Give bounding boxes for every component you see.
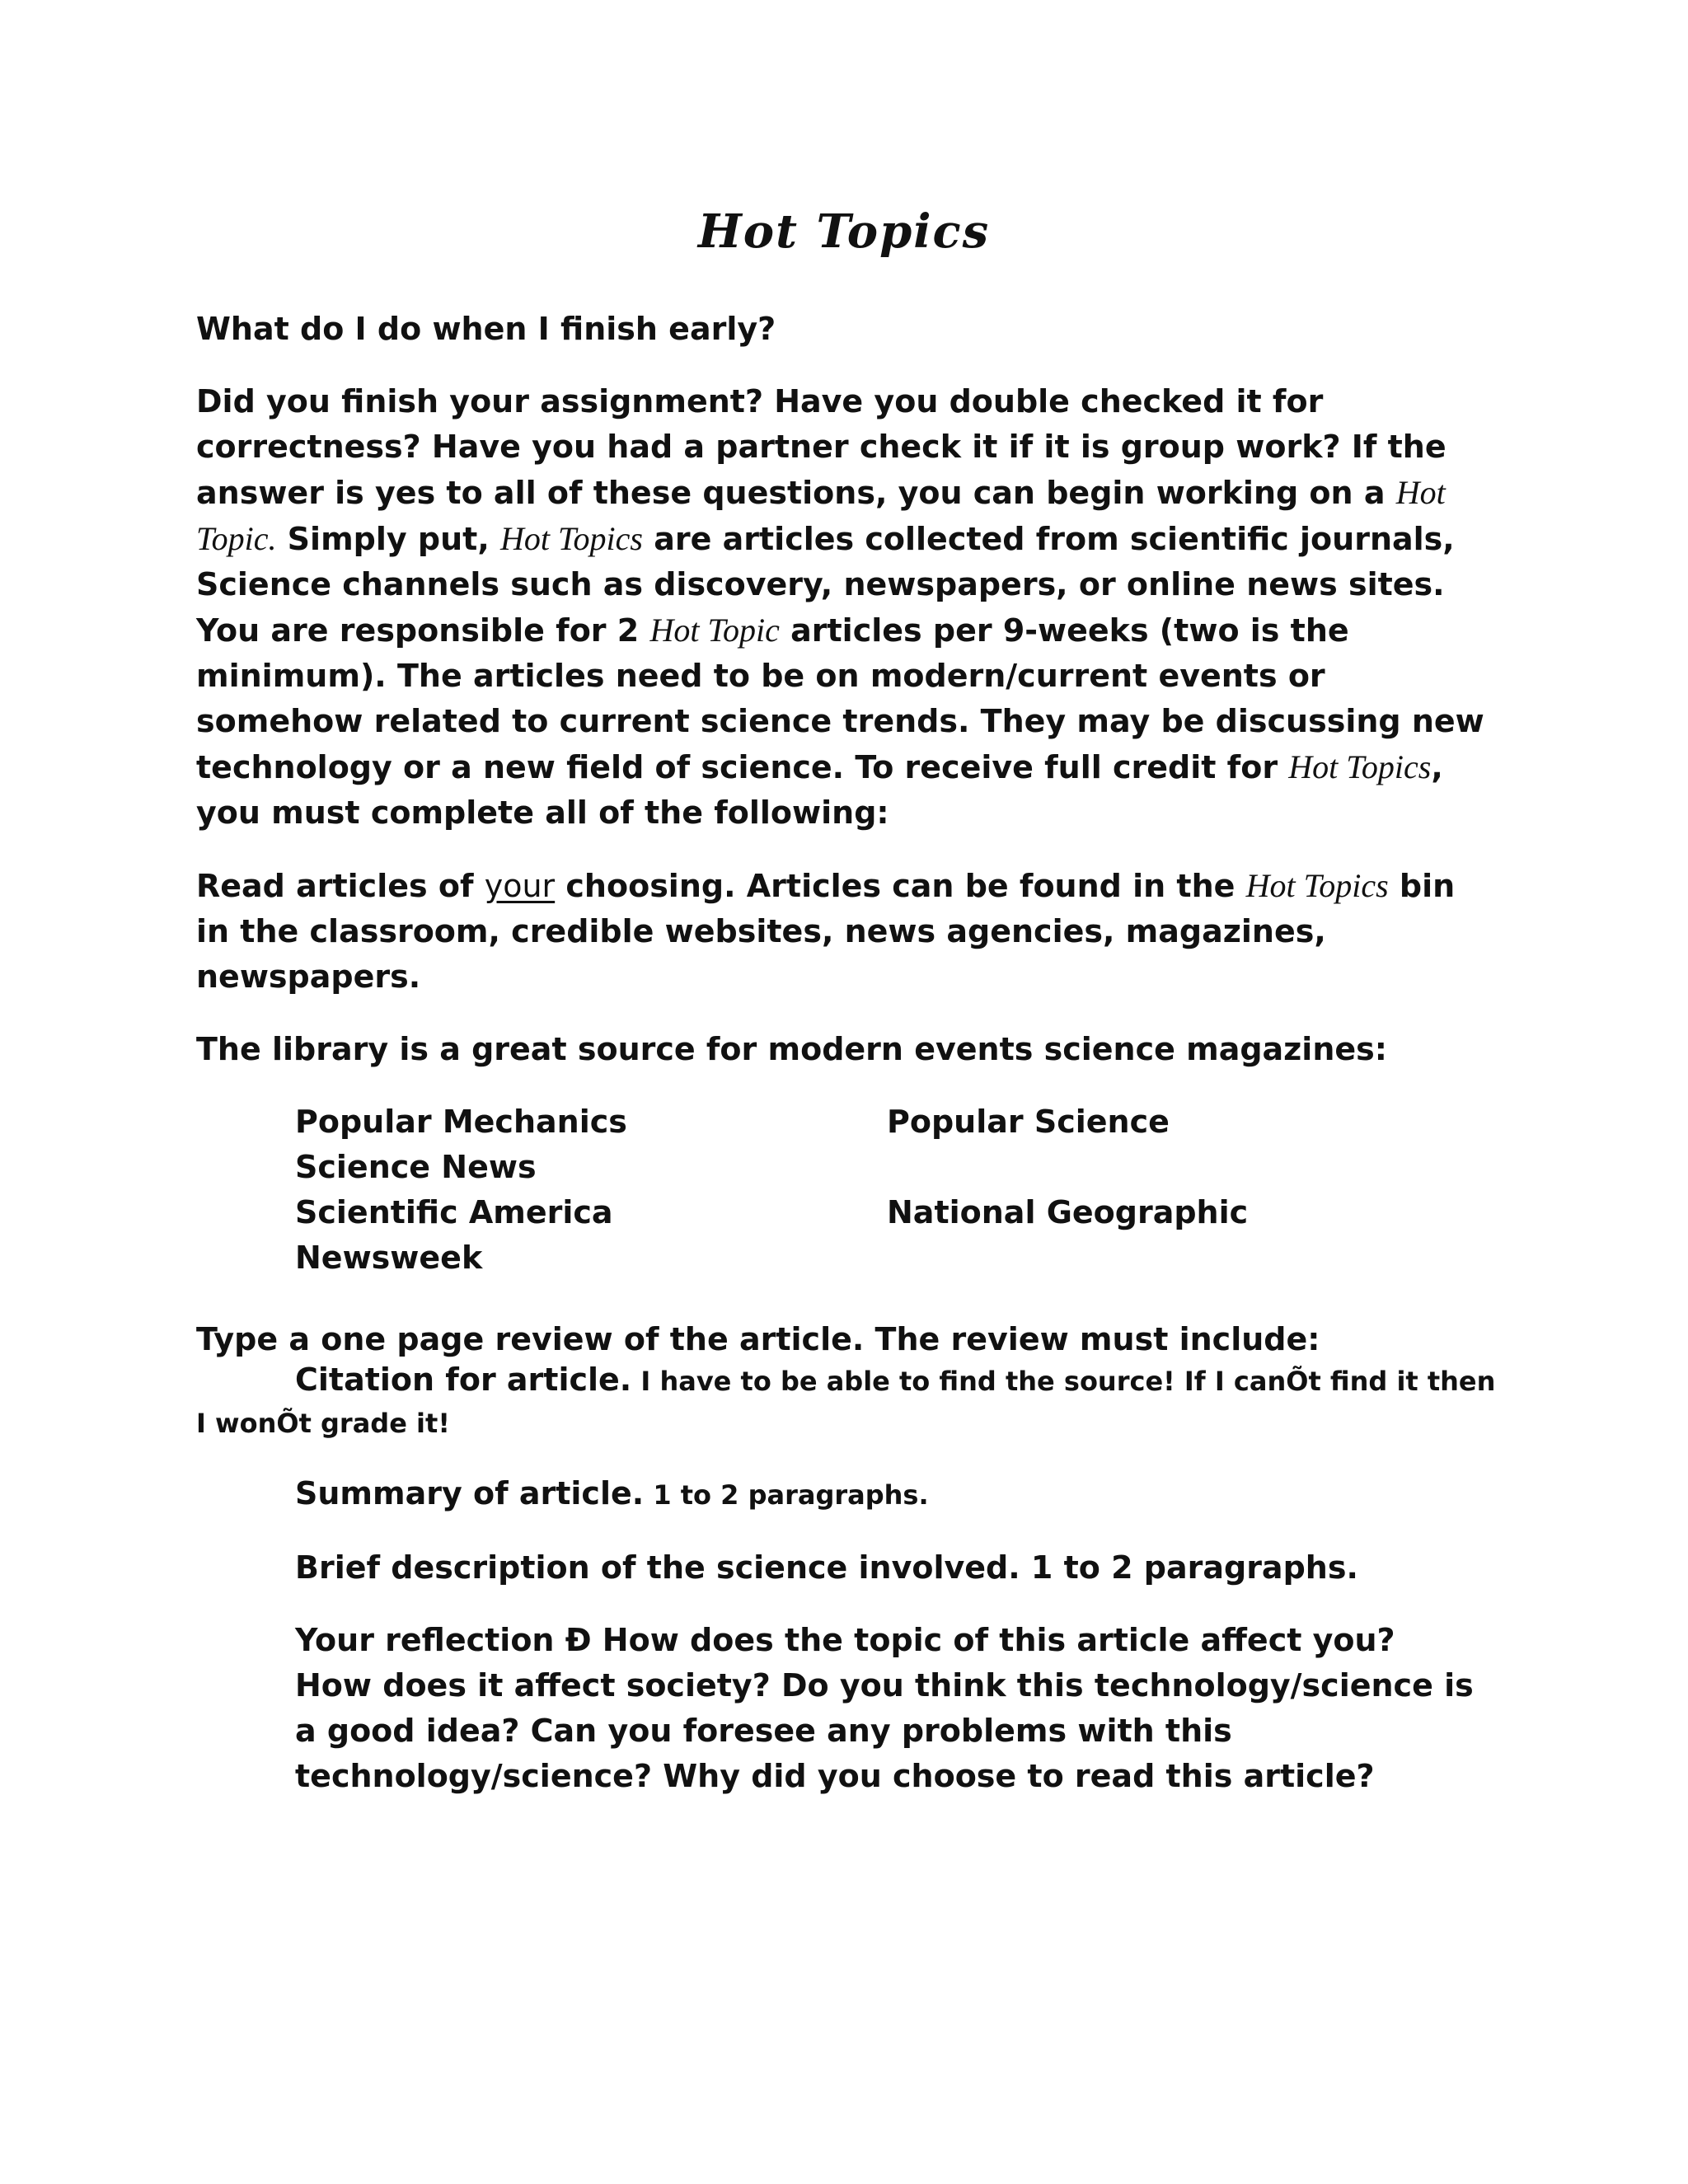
hot-topic-term: Hot Topics	[1288, 748, 1432, 785]
intro-text-d: articles per 9-weeks (two is the minimum). The articles need to be on modern/current events or somehow related to current science trends. They may be discussing new technology or a new field of science. To receive full credit for	[196, 612, 1484, 785]
summary-label: Summary of article.	[295, 1475, 645, 1511]
reflection-item: Your reflection Ð How does the topic of this article affect you? How does it affect society? Do you think this technology/science is a good idea? Can you foresee any problems with this technology/science? Why did you choose to read this article?	[295, 1622, 1474, 1794]
hot-topic-term: Hot Topic.	[196, 474, 1446, 557]
magazine-item: Newsweek	[295, 1240, 483, 1276]
hot-topic-term: Hot Topics	[1245, 867, 1389, 904]
magazine-row	[295, 1145, 1367, 1190]
library-paragraph: The library is a great source for modern events science magazines:	[196, 1031, 1387, 1067]
read-text-c: bin in the classroom, credible websites, news agencies, magazines, newspapers.	[196, 868, 1456, 995]
description-item: Brief description of the science involved. 1 to 2 paragraphs.	[295, 1549, 1358, 1586]
read-text-b: choosing. Articles can be found in the	[555, 868, 1246, 904]
intro-text-e: , you must complete all of the following:	[196, 749, 1443, 831]
magazine-item: Popular Science	[887, 1104, 1170, 1140]
intro-text-c: are articles collected from scientific journals, Science channels such as discovery, newspapers, or online news sites. You are responsible for 2	[196, 521, 1455, 649]
magazine-item: Scientific America	[295, 1194, 613, 1230]
summary-note: 1 to 2 paragraphs.	[644, 1479, 929, 1511]
review-intro-block	[196, 1319, 1498, 1444]
citation-item	[196, 1360, 1498, 1444]
magazine-item	[887, 1235, 1367, 1281]
magazine-item: Popular Mechanics	[295, 1104, 627, 1140]
magazine-item: National Geographic	[887, 1194, 1249, 1230]
review-intro: Type a one page review of the article. The review must include:	[196, 1321, 1320, 1357]
magazine-list	[295, 1099, 1367, 1281]
hot-topic-term: Hot Topics	[499, 520, 643, 557]
hot-topic-term: Hot Topic	[649, 612, 780, 649]
page-title: Hot Topics	[697, 204, 991, 259]
read-paragraph	[196, 863, 1498, 1000]
intro-paragraph	[196, 379, 1498, 836]
magazine-row	[295, 1235, 1367, 1281]
underlined-your: your	[484, 868, 556, 904]
intro-text-a: Did you finish your assignment? Have you double checked it for correctness? Have you had a partner check it if it is group work? If the answer is yes to all of these questions, you can begin working on a	[196, 383, 1447, 511]
document-body	[196, 307, 1498, 1826]
magazine-item	[887, 1145, 1367, 1190]
magazine-row	[295, 1099, 1367, 1145]
citation-note: I have to be able to find the source! If I canÕt find it then I wonÕt grade it!	[196, 1366, 1496, 1439]
question-heading: What do I do when I finish early?	[196, 311, 776, 347]
magazine-row	[295, 1190, 1367, 1235]
magazine-item: Science News	[295, 1149, 537, 1185]
read-text-a: Read articles of	[196, 868, 485, 904]
intro-text-b: Simply put,	[276, 521, 500, 557]
summary-item	[295, 1471, 1482, 1518]
citation-label: Citation for article.	[295, 1361, 632, 1398]
